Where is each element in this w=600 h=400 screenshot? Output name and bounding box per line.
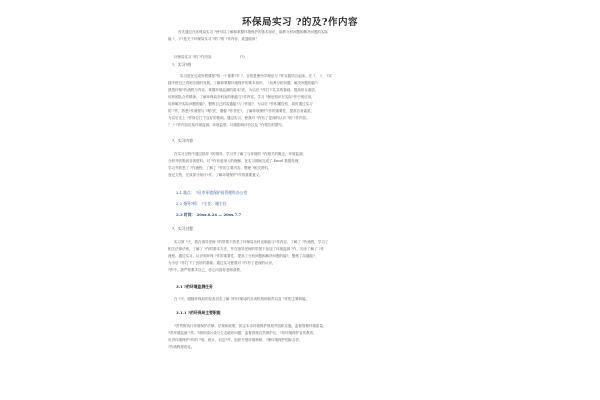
item31-paragraph: 在 ?天，跟随环保局的检查员去了解 ?的环保局的各项机构和职责以及 ?作的主要职能。 [174,297,309,301]
toc-line-1b: (?) [240,55,245,59]
section1-line-4: 培养团队合作精神。了解环保局各科室的职能与?作内容，学习 ?理论知识在实际?作中的应用， [168,95,315,99]
section-2-header: ?、实习内容 [172,138,194,143]
section2-line-2: 分析并收集到各项资料，对 ?作有更深入的理解。在实习期间完成了 Excel 数据处理， [168,159,302,163]
section1-line-6: 的 ?作，熟悉?作流程与 ?理?法，增强 ?作责任?，了解环境保护?作的重要性，提高自身素质， [168,109,314,113]
section1-line-1: 实习是在完成所教课程?的一个重要?节 ?，目的是使所学理论与 ?作实践结合起来。在 ?、 ?、 ?实 [180,74,332,78]
section3-line-2: 相关法律法规，了解了 ?作的基本方法，并在指导老师的带领下参加了环境监测 ?作，初步了解了 ?作 [168,247,324,251]
section3-line-4: 为今后 ?作打下了良好的基础。通过实习使我对 ?作有了更深的认识， [168,261,276,265]
section3-line-1: 实习第 ?天，我在指导老师 ?的带领下熟悉了环保局各科室职能与?作内容，了解了 ?作流程，学习了 [174,240,329,244]
item-3-1: 3.1 ?的环境监测任务 [176,284,213,289]
section2-line-3: 学习并熟悉了 ?作流程，了解了 ?作的主要内容，整理 ?相关资料， [168,166,272,170]
final-line-1: ?责贯彻执行环境保护法律、法规和政策，拟定本市环境保护规划并组织实施，监督管理环境质量， [174,324,327,328]
intro-line-1: 首先通过在环保局实习 ?使可以了解和掌握环境保护的基本知识，能够分析问题和解决问题的实际 [178,30,328,34]
final-line-2: ?责环境监测 ?作，?理环境污染与生态破坏问题，监督管理自然保护区，?导环境保护宣传教育， [168,331,317,335]
section1-line-5: 培养解决实际问题的能?，锻炼自己的沟通能?与 ?作能?，为以后 ?作积累经验，同时通过实习 [168,102,313,106]
intro-line-2: 能 ?，下?是关于环保局实习 ?的 ?的 ?作内容，欢迎阅读！ [168,37,259,41]
final-line-4: ?作流程规范化。 [168,345,195,349]
section2-line-1: 在实习过程中通过指导 ?的指导，学习并了解了与环境的 ?作相关的概念，环境监测， [174,152,306,156]
section1-line-7: 为以后走上 ?作岗位打下良好的基础。通过实习，使我对 ?作有了更深的认识 ?的 ?作内容。 [168,116,310,120]
document-title: 环保局实习 ?的及?作内容 [242,17,358,28]
item-2-3: 2.3 时间： 20xx.6.24 — 20xx.7.7 [176,212,242,217]
item-2-1: 2.1 地点： ?区市环境保护局管理科办公室 [176,190,248,195]
item-2-2: 2.2 指导?师： ?主任、谢主任 [176,201,227,206]
final-line-3: 负责环境保护?作的 ?划、统计、信息?作，组织开展环境科研，?理环境保护国际合作， [168,338,303,342]
section1-line-3: 熟悉环保?作流程与内容，掌握环境监测的基本?法，为以后 ?作打下扎实的基础，提高综合素质， [168,88,319,92]
section2-line-4: 登记文档，完成部分统计?作，了解环境保护?作的重要意义。 [168,173,263,177]
section-1-header: ?、实习?的 [172,62,192,67]
section3-line-3: 流程。通过实习，认识到环保 ?作的重要性，提高了分析问题和解决问题的能?，锻炼了沟通能?， [168,254,319,258]
section1-line-8: ？ ? ?作内容包括环境监测、环境监察、环境影响评价以及 ?作报告的撰写。 [168,123,286,127]
section-3-header: ?、实习过程 [172,226,194,231]
section1-line-2: 践中使自己得到全面的发展，了解和掌握环境保护的基本知识，（培养分析问题、解决问题的能?） [168,81,321,85]
item-3-1-1: 3.1.1 ?的环保局主要职能 [176,310,221,315]
section3-line-5: ?作中，我严格要求自己，虚心向指导老师请教， [168,268,244,272]
toc-line-1: 环保局实习 ?的 ?作内容 [174,55,212,59]
